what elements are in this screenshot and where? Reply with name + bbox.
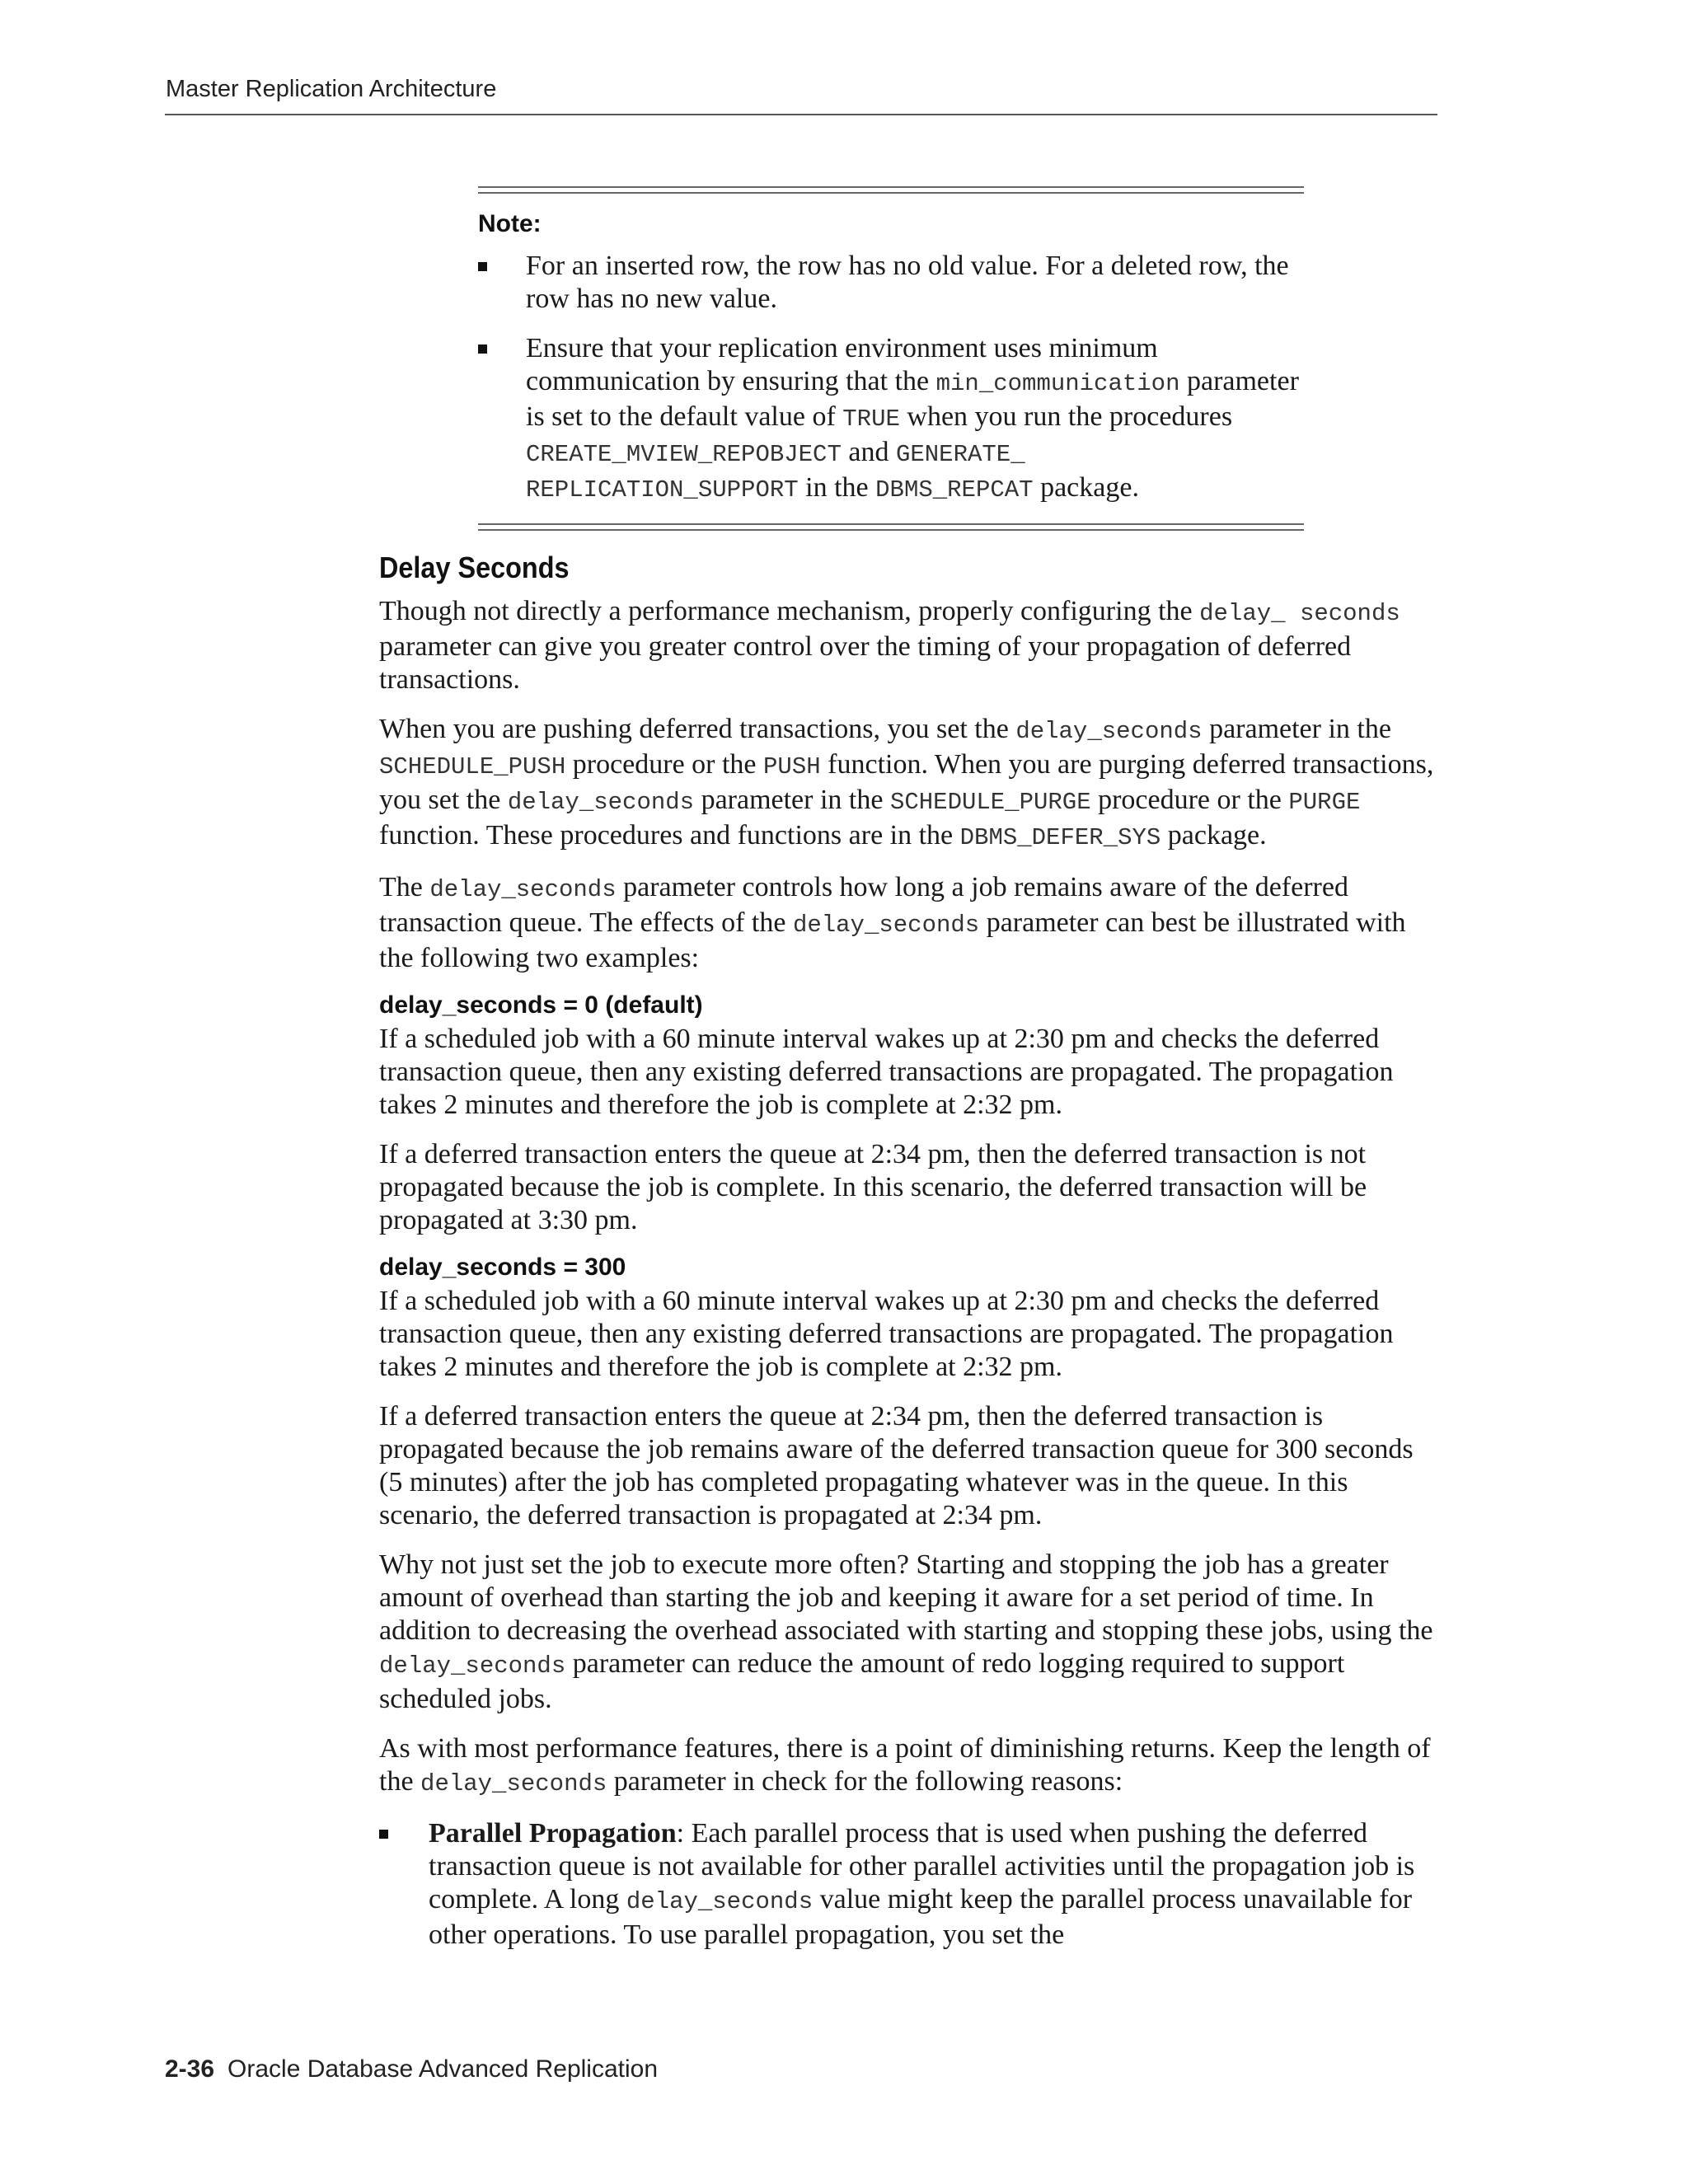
section-title: Delay Seconds (379, 551, 570, 584)
code-text: SCHEDULE_PUSH (379, 753, 566, 780)
note-item (478, 332, 1304, 507)
running-header: Master Replication Architecture (166, 76, 497, 102)
square-bullet-icon (478, 262, 487, 271)
reasons-list (379, 1817, 1442, 1952)
note-text: when you run the procedures (899, 401, 1233, 432)
note-text: and (841, 437, 896, 467)
text: parameter can give you greater control over the timing of your propagation of deferred transactions. (379, 631, 1352, 695)
example-heading: delay_seconds = 300 (379, 1254, 626, 1281)
code-text: GENERATE_ REPLICATION_SUPPORT (526, 441, 1025, 504)
text: function. These procedures and functions are in the (379, 820, 960, 851)
note-list (478, 250, 1304, 507)
code-text: DBMS_REPCAT (875, 476, 1034, 504)
paragraph (379, 871, 1442, 975)
example-heading: delay_seconds = 0 (default) (379, 991, 703, 1019)
text: parameter in the (1202, 714, 1391, 744)
note-top-rule (478, 186, 1304, 194)
paragraph (379, 595, 1442, 696)
text: procedure or the (565, 749, 764, 780)
code-text: PURGE (1288, 789, 1361, 816)
text: As with most performance features, there is a point of diminishing returns. Keep the length of the (379, 1733, 1431, 1797)
footer-title: Oracle Database Advanced Replication (227, 2055, 659, 2083)
text: Though not directly a performance mechanism, properly configuring the (379, 596, 1200, 626)
code-text: delay_seconds (379, 1652, 566, 1680)
code-text: SCHEDULE_PURGE (889, 789, 1091, 816)
header-rule (165, 114, 1437, 115)
code-text: CREATE_MVIEW_REPOBJECT (526, 441, 842, 468)
code-text: delay_ seconds (1199, 600, 1400, 627)
code-text: TRUE (842, 405, 900, 433)
paragraph (379, 1732, 1442, 1801)
page-number: 2-36 (165, 2055, 215, 2083)
text: package. (1160, 820, 1267, 851)
text: When you are pushing deferred transactions, you set the (379, 714, 1016, 744)
square-bullet-icon (379, 1830, 388, 1839)
text: function. When you are purging deferred transactions, you set the (379, 749, 1434, 815)
text: : Each parallel process that is used when pushing the deferred transaction queue is not available for other parallel activities until the propagation job is complete. A long (429, 1818, 1415, 1915)
text: parameter can best be illustrated with the following two examples: (379, 907, 1406, 973)
code-text: delay_seconds (1015, 718, 1203, 745)
note-text: in the (798, 472, 876, 503)
note-text: Ensure that your replication environment uses minimum communication by ensuring that the (526, 333, 1158, 396)
square-bullet-icon (478, 344, 487, 354)
paragraph (379, 1549, 1442, 1716)
paragraph (379, 713, 1442, 855)
code-text: min_communication (935, 370, 1180, 397)
text: The (379, 872, 430, 902)
text: parameter in the (694, 785, 890, 815)
note-text: parameter is set to the default value of (526, 366, 1299, 432)
note-box (478, 186, 1304, 531)
text: parameter controls how long a job remains aware of the deferred transaction queue. The effects of the (379, 872, 1348, 938)
code-text: delay_seconds (792, 912, 980, 939)
paragraph: If a scheduled job with a 60 minute interval wakes up at 2:30 pm and checks the deferred transaction queue, then any existing deferred transactions are propagated. The propagation takes 2 minutes and therefore the job is complete at 2:32 pm. (379, 1286, 1394, 1382)
code-text: PUSH (763, 753, 821, 780)
list-item-lead: Parallel Propagation (429, 1818, 677, 1849)
text: parameter in check for the following reasons: (607, 1766, 1123, 1797)
code-text: delay_seconds (420, 1770, 607, 1797)
note-label: Note: (478, 210, 542, 237)
code-text: delay_seconds (507, 789, 695, 816)
page-footer (165, 2055, 658, 2083)
text: procedure or the (1090, 785, 1289, 815)
main-content (379, 551, 1442, 1952)
code-text: delay_seconds (429, 876, 617, 903)
text: Why not just set the job to execute more often? Starting and stopping the job has a greater amount of overhead than starting the job and keeping it aware for a set period of time. In addition to decreasing the overhead associated with starting and stopping these jobs, using the (379, 1549, 1433, 1646)
paragraph: If a deferred transaction enters the queue at 2:34 pm, then the deferred transaction is propagated because the job remains aware of the deferred transaction queue for 300 seconds (5 minutes) after the job has completed propagating whatever was in the queue. In this scenario, the deferred transaction is propagated at 2:34 pm. (379, 1401, 1414, 1530)
list-item (379, 1817, 1442, 1952)
paragraph: If a scheduled job with a 60 minute interval wakes up at 2:30 pm and checks the deferred transaction queue, then any existing deferred transactions are propagated. The propagation takes 2 minutes and therefore the job is complete at 2:32 pm. (379, 1024, 1394, 1120)
note-item (478, 250, 1304, 316)
note-item-text: For an inserted row, the row has no old value. For a deleted row, the row has no new value. (526, 251, 1289, 314)
code-text: DBMS_DEFER_SYS (959, 824, 1161, 851)
code-text: delay_seconds (626, 1888, 814, 1915)
text: value might keep the parallel process unavailable for other operations. To use parallel propagation, you set the (429, 1884, 1413, 1950)
note-text: package. (1033, 472, 1139, 503)
note-bottom-rule (478, 523, 1304, 531)
paragraph: If a deferred transaction enters the queue at 2:34 pm, then the deferred transaction is not propagated because the job is complete. In this scenario, the deferred transaction will be propagated at 3:30 pm. (379, 1139, 1367, 1235)
text: parameter can reduce the amount of redo logging required to support scheduled jobs. (379, 1648, 1345, 1714)
